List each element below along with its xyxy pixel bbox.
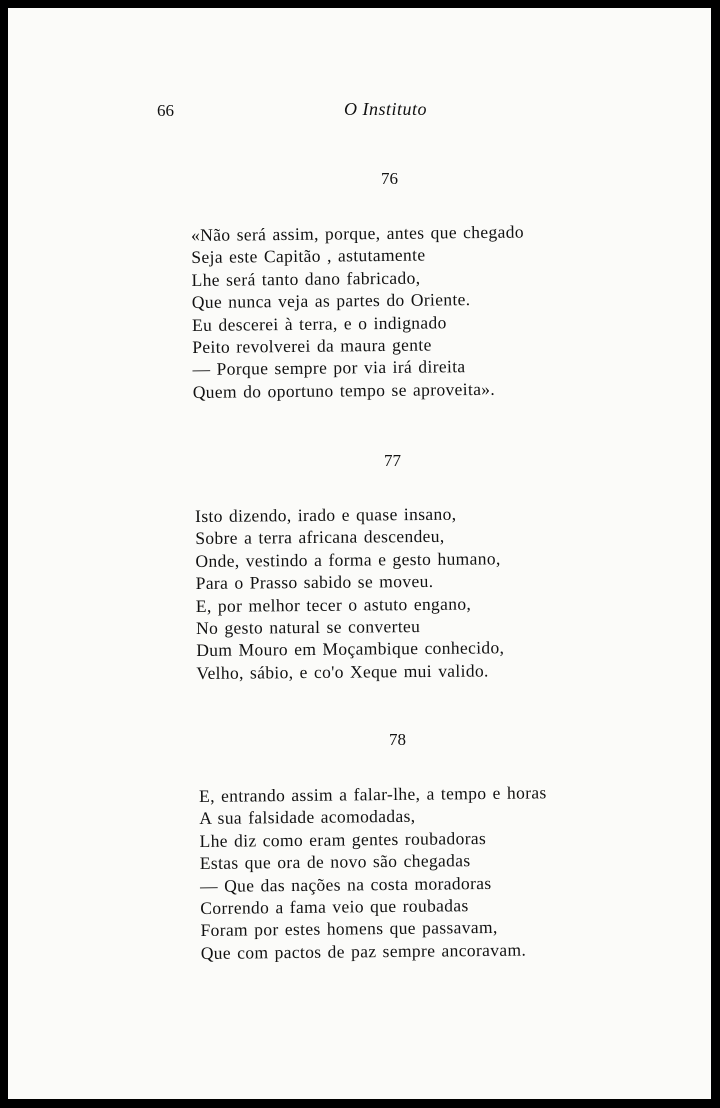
verse-line: Para o Prasso sabido se moveu. <box>195 571 434 594</box>
verse-line: Onde, vestindo a forma e gesto humano, <box>195 548 501 571</box>
running-title: O Instituto <box>344 99 428 119</box>
verse-line: Eu descerei à terra, e o indignado <box>191 311 447 335</box>
verse-line: Que com pactos de paz sempre ancoravam. <box>200 939 527 963</box>
page-number: 66 <box>157 101 174 120</box>
verse-line: — Porque sempre por via irá direita <box>192 356 466 380</box>
verse-line: A sua falsidade acomodadas, <box>199 806 416 829</box>
verse-line: No gesto natural se converteu <box>195 616 421 639</box>
verse-line: Seja este Capitão , astutamente <box>191 244 426 268</box>
verse-line: — Que das nações na costa moradoras <box>199 872 492 896</box>
verse-line: «Não será assim, porque, antes que chegado <box>191 221 524 245</box>
stanza-verse <box>199 781 548 964</box>
verse-line: Sobre a terra africana descendeu, <box>195 526 445 549</box>
verse-line: Lhe diz como eram gentes roubadoras <box>199 827 487 851</box>
verse-line: Correndo a fama veio que roubadas <box>200 895 469 919</box>
stanza-number: 78 <box>389 730 406 749</box>
verse-line: Velho, sábio, e co'o Xeque mui valido. <box>196 660 489 683</box>
verse-line: E, entrando assim a falar-lhe, a tempo e horas <box>199 782 547 806</box>
verse-line: Dum Mouro em Moçambique conhecido, <box>196 637 505 661</box>
stanza-number: 77 <box>384 451 401 470</box>
stanza-number: 76 <box>381 169 398 188</box>
verse-line: Quem do oportuno tempo se aproveita». <box>192 378 496 402</box>
verse-line: E, por melhor tecer o astuto engano, <box>195 593 472 616</box>
verse-line: Lhe será tanto dano fabricado, <box>191 267 421 290</box>
verse-line: Isto dizendo, irado e quase insano, <box>195 503 457 526</box>
verse-line: Que nunca veja as partes do Oriente. <box>191 289 471 313</box>
stanza-verse <box>195 502 505 684</box>
stanza-verse <box>191 221 526 404</box>
verse-line: Foram por estes homens que passavam, <box>200 917 498 941</box>
book-page <box>8 8 711 1099</box>
verse-line: Estas que ora de novo são chegadas <box>199 850 471 874</box>
verse-line: Peito revolverei da maura gente <box>192 334 432 358</box>
